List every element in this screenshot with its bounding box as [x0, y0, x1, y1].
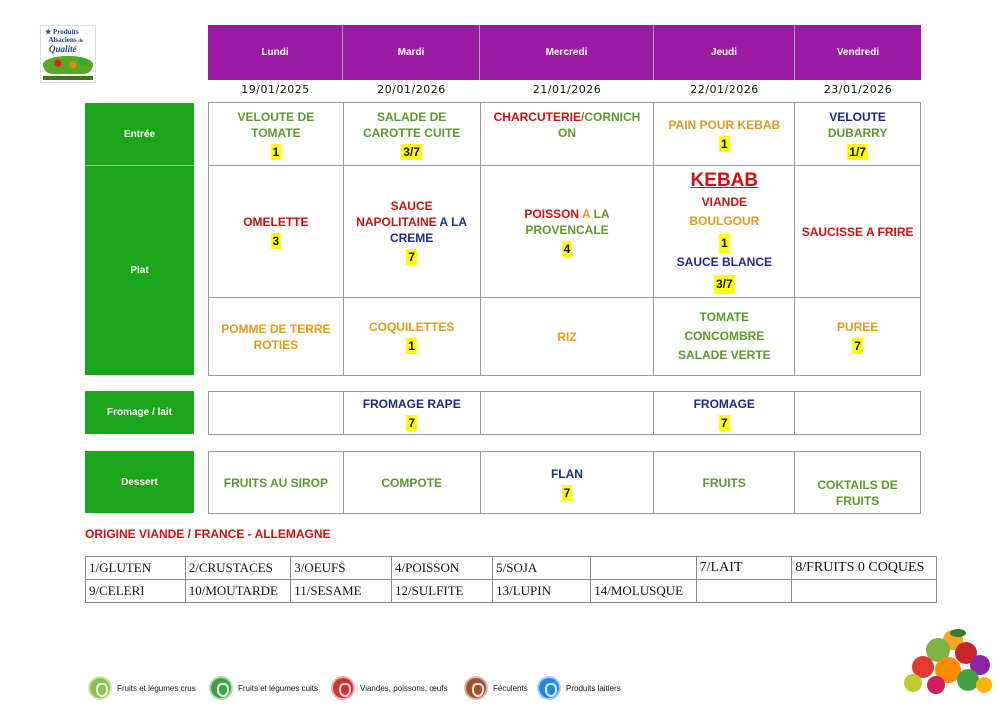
date-vendredi: 23/01/2026	[823, 82, 893, 96]
dairy-icon	[537, 676, 561, 700]
plat-lundi: OMELETTE 3	[209, 166, 344, 298]
allergen-cell: 5/SOJA	[493, 557, 591, 580]
vegetables-image	[43, 56, 93, 74]
date-mardi: 20/01/2026	[377, 82, 446, 96]
allergen-cell: 1/GLUTEN	[86, 557, 186, 580]
meat-origin-note: ORIGINE VIANDE / FRANCE - ALLEMAGNE	[85, 527, 331, 541]
accomp-vendredi: PUREE 7	[795, 298, 921, 376]
fromage-mardi: FROMAGE RAPE 7	[343, 392, 480, 435]
dessert-lundi: FRUITS AU SIROP	[209, 452, 344, 514]
brand-logo	[40, 25, 96, 83]
allergen-cell: 11/SESAME	[291, 580, 392, 603]
dessert-mercredi: FLAN 7	[480, 452, 654, 514]
legend-starch	[464, 676, 528, 700]
allergen-cell	[792, 580, 937, 603]
legend-cooked-vegetables	[209, 676, 318, 700]
day-header-jeudi: Jeudi	[654, 25, 795, 80]
day-header-mercredi: Mercredi	[480, 25, 654, 80]
allergen-row-1	[86, 557, 937, 580]
allergen-cell: 2/CRUSTACES	[185, 557, 290, 580]
dessert-row	[209, 452, 921, 514]
logo-quality: Qualité	[49, 44, 77, 54]
allergen-cell: 4/POISSON	[392, 557, 493, 580]
menu-main-grid	[208, 102, 921, 376]
date-mercredi: 21/01/2026	[532, 82, 602, 96]
fromage-grid	[208, 391, 921, 435]
allergen-cell: 7/LAIT	[696, 557, 792, 580]
date-lundi: 19/01/2025	[241, 82, 310, 96]
allergen-cell: 8/FRUITS 0 COQUES	[792, 557, 937, 580]
fromage-jeudi: FROMAGE 7	[654, 392, 795, 435]
allergen-cell: 13/LUPIN	[493, 580, 591, 603]
entree-mardi: SALADE DE CAROTTE CUITE 3/7	[343, 103, 480, 166]
allergen-row-2	[86, 580, 937, 603]
fromage-lundi	[209, 392, 344, 435]
legend-label: Produits laitiers	[566, 683, 621, 693]
dessert-mardi: COMPOTE	[343, 452, 480, 514]
starch-icon	[464, 676, 488, 700]
legend-label: Féculents	[493, 683, 528, 693]
dessert-jeudi: FRUITS	[654, 452, 795, 514]
row-label-dessert: Dessert	[85, 451, 194, 513]
allergen-cell: 14/MOLUSQUE	[591, 580, 696, 603]
plat-jeudi: KEBAB VIANDE BOULGOUR 1 SAUCE BLANCE 3/7	[654, 166, 795, 298]
meat-fish-eggs-icon	[331, 676, 355, 700]
plat-mardi: SAUCE NAPOLITAINE A LA CREME 7	[343, 166, 480, 298]
accomp-lundi: POMME DE TERRE ROTIES	[209, 298, 344, 376]
allergen-cell	[591, 557, 696, 580]
allergen-cell: 12/SULFITE	[392, 580, 493, 603]
raw-vegetables-icon	[88, 676, 112, 700]
date-jeudi: 22/01/2026	[690, 82, 759, 96]
allergen-cell	[696, 580, 792, 603]
entree-lundi: VELOUTE DE TOMATE 1	[209, 103, 344, 166]
entree-vendredi: VELOUTE DUBARRY 1/7	[795, 103, 921, 166]
legend-meat-fish-eggs	[331, 676, 447, 700]
fromage-mercredi	[480, 392, 654, 435]
accomp-mardi: COQUILETTES 1	[343, 298, 480, 376]
accomp-jeudi: TOMATE CONCOMBRE SALADE VERTE	[654, 298, 795, 376]
cooked-vegetables-icon	[209, 676, 233, 700]
allergen-table	[85, 556, 937, 603]
row-label-plat: Plat	[85, 165, 194, 375]
day-header-vendredi: Vendredi	[795, 25, 921, 80]
logo-text: ★ Produits Alsaciens de	[45, 28, 84, 44]
accompaniment-row	[209, 298, 921, 376]
plat-mercredi: POISSON A LA PROVENCALE 4	[480, 166, 654, 298]
allergen-cell: 3/OEUFS	[291, 557, 392, 580]
dessert-vendredi: COKTAILS DE FRUITS	[795, 452, 921, 514]
day-header-lundi: Lundi	[208, 25, 343, 80]
allergen-cell: 10/MOUTARDE	[185, 580, 290, 603]
plat-row	[209, 166, 921, 298]
entree-mercredi: CHARCUTERIE/CORNICH ON	[480, 103, 654, 166]
logo-band	[43, 76, 93, 80]
plat-vendredi: SAUCISSE A FRIRE	[795, 166, 921, 298]
entree-row	[209, 103, 921, 166]
accomp-mercredi: RIZ	[480, 298, 654, 376]
legend-label: Fruits et légumes crus	[117, 683, 196, 693]
allergen-cell: 9/CELERI	[86, 580, 186, 603]
legend-label: Viandes, poissons, œufs	[360, 683, 448, 693]
row-label-entree: Entrée	[85, 103, 194, 165]
entree-jeudi: PAIN POUR KEBAB 1	[654, 103, 795, 166]
row-label-fromage: Fromage / lait	[85, 391, 194, 434]
fromage-vendredi	[795, 392, 921, 435]
legend-raw-vegetables	[88, 676, 196, 700]
day-header-mardi: Mardi	[343, 25, 480, 80]
dessert-grid	[208, 451, 921, 514]
legend-dairy	[537, 676, 621, 700]
fromage-row	[209, 392, 921, 435]
legend-label: Fruits et légumes cuits	[238, 683, 319, 693]
fruit-basket-image	[898, 625, 993, 695]
